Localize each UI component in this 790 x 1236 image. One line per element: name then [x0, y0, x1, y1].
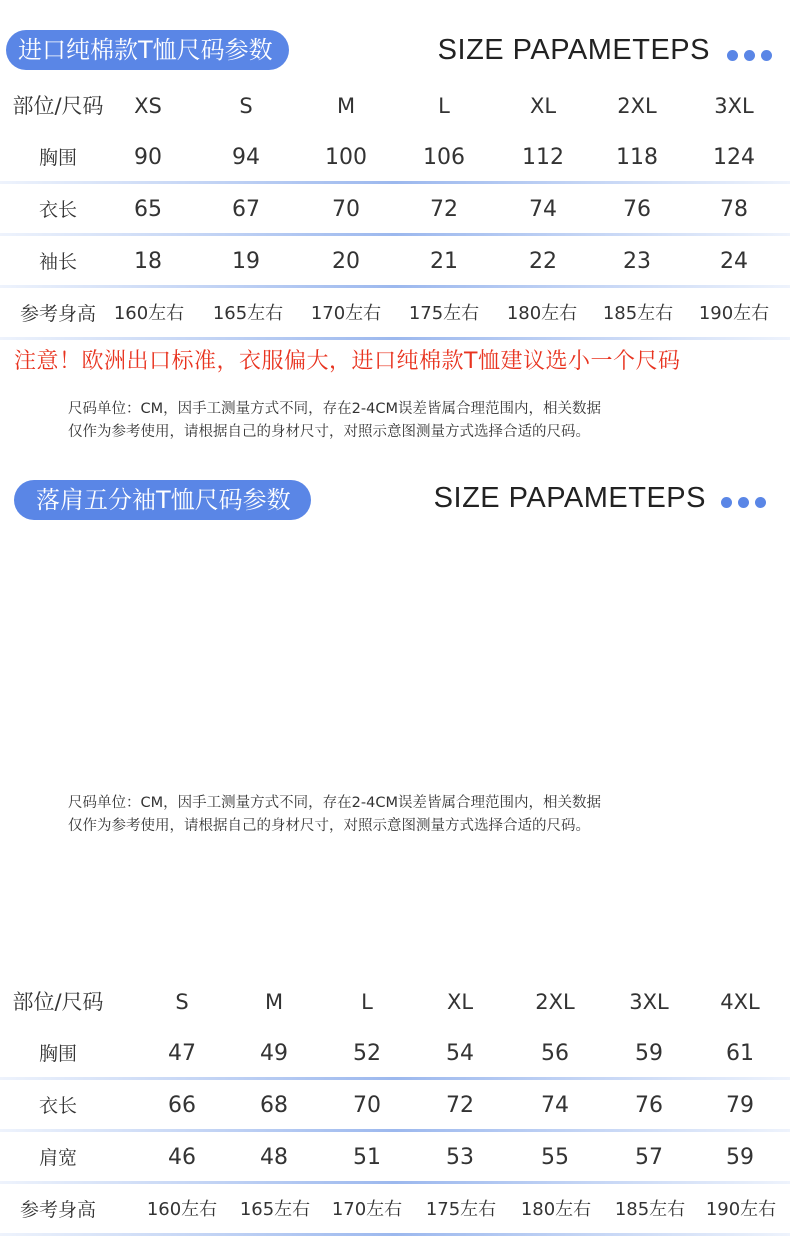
section-title: 进口纯棉款T恤尺码参数	[6, 30, 289, 70]
table-cell: 68	[260, 1093, 288, 1118]
section-title: 落肩五分袖T恤尺码参数	[14, 480, 311, 520]
table-cell: 24	[720, 249, 748, 274]
size-label: XL	[529, 94, 557, 118]
size-label: 4XL	[720, 990, 760, 1014]
size-label: S	[175, 990, 189, 1014]
table-header-row	[0, 976, 790, 1028]
table-cell: 20	[332, 249, 360, 274]
table-cell: 70	[353, 1093, 381, 1118]
table-cell: 49	[260, 1041, 288, 1066]
table-row	[0, 132, 790, 184]
size-label: XL	[446, 990, 474, 1014]
size-label: M	[336, 94, 356, 118]
dot-icon	[721, 497, 732, 508]
table-row	[0, 1028, 790, 1080]
note-line: 仅作为参考使用，请根据自己的身材尺寸，对照示意图测量方式选择合适的尺码。	[68, 424, 590, 440]
table-cell: 55	[541, 1145, 569, 1170]
row-label: 部位/尺码	[12, 990, 104, 1014]
table-cell: 47	[168, 1041, 196, 1066]
table-cell: 160左右	[113, 303, 185, 324]
table-cell: 94	[232, 145, 260, 170]
table-cell: 61	[726, 1041, 754, 1066]
table-cell: 56	[541, 1041, 569, 1066]
table-cell: 19	[232, 249, 260, 274]
table-cell: 72	[430, 197, 458, 222]
table-cell: 65	[134, 197, 162, 222]
table-cell: 190左右	[705, 1199, 777, 1220]
table-cell: 70	[332, 197, 360, 222]
row-label: 部位/尺码	[12, 94, 104, 118]
row-label: 胸围	[38, 1043, 77, 1065]
size-label: L	[438, 94, 450, 118]
size-label: XS	[134, 94, 162, 118]
dot-icon	[761, 50, 772, 61]
size-table	[0, 976, 790, 1236]
row-label: 衣长	[38, 1095, 77, 1117]
table-cell: 118	[616, 145, 658, 170]
reference-height-row	[0, 1184, 790, 1236]
table-cell: 170左右	[331, 1199, 403, 1220]
table-cell: 74	[541, 1093, 569, 1118]
table-cell: 180左右	[506, 303, 578, 324]
table-cell: 72	[446, 1093, 474, 1118]
row-label: 衣长	[38, 199, 77, 221]
table-cell: 165左右	[212, 303, 284, 324]
row-label: 参考身高	[19, 303, 96, 325]
table-cell: 74	[529, 197, 557, 222]
note-line: 尺码单位：CM，因手工测量方式不同，存在2-4CM误差皆属合理范围内，相关数据	[68, 401, 601, 417]
notice-text: 注意！欧洲出口标准，衣服偏大，进口纯棉款T恤建议选小一个尺码	[14, 349, 681, 374]
note-line: 尺码单位：CM，因手工测量方式不同，存在2-4CM误差皆属合理范围内，相关数据	[68, 795, 601, 811]
table-cell: 46	[168, 1145, 196, 1170]
table-cell: 67	[232, 197, 260, 222]
table-cell: 112	[522, 145, 564, 170]
size-label: S	[239, 94, 253, 118]
table-cell: 78	[720, 197, 748, 222]
table-cell: 185左右	[602, 303, 674, 324]
table-row	[0, 236, 790, 288]
dot-icon	[755, 497, 766, 508]
dot-icon	[744, 50, 755, 61]
table-cell: 185左右	[614, 1199, 686, 1220]
size-heading: SIZE PAPAMETEPS	[433, 482, 706, 514]
table-row	[0, 1080, 790, 1132]
reference-height-row	[0, 288, 790, 340]
table-cell: 180左右	[520, 1199, 592, 1220]
size-label: 2XL	[535, 990, 575, 1014]
table-cell: 165左右	[239, 1199, 311, 1220]
row-label: 参考身高	[19, 1199, 96, 1221]
row-label: 胸围	[38, 147, 77, 169]
table-row	[0, 1132, 790, 1184]
note-line: 仅作为参考使用，请根据自己的身材尺寸，对照示意图测量方式选择合适的尺码。	[68, 818, 590, 834]
table-cell: 53	[446, 1145, 474, 1170]
table-cell: 76	[623, 197, 651, 222]
table-cell: 21	[430, 249, 458, 274]
table-cell: 18	[134, 249, 162, 274]
table-cell: 100	[325, 145, 367, 170]
measurement-note	[68, 398, 601, 444]
row-label: 袖长	[38, 251, 77, 273]
dot-icon	[727, 50, 738, 61]
table-cell: 59	[726, 1145, 754, 1170]
size-table	[0, 80, 790, 340]
table-cell: 190左右	[698, 303, 770, 324]
table-header-row	[0, 80, 790, 132]
dots-decoration	[715, 493, 766, 512]
table-cell: 23	[623, 249, 651, 274]
table-cell: 51	[353, 1145, 381, 1170]
size-label: 2XL	[617, 94, 657, 118]
table-cell: 66	[168, 1093, 196, 1118]
size-label: 3XL	[714, 94, 754, 118]
table-row	[0, 184, 790, 236]
table-cell: 76	[635, 1093, 663, 1118]
size-label: M	[264, 990, 284, 1014]
table-cell: 79	[726, 1093, 754, 1118]
table-cell: 170左右	[310, 303, 382, 324]
table-cell: 22	[529, 249, 557, 274]
dot-icon	[738, 497, 749, 508]
size-label: 3XL	[629, 990, 669, 1014]
size-heading: SIZE PAPAMETEPS	[437, 34, 710, 66]
table-cell: 54	[446, 1041, 474, 1066]
table-cell: 175左右	[408, 303, 480, 324]
row-label: 肩宽	[38, 1147, 77, 1169]
table-cell: 57	[635, 1145, 663, 1170]
measurement-note	[68, 792, 601, 838]
table-cell: 175左右	[425, 1199, 497, 1220]
table-cell: 59	[635, 1041, 663, 1066]
table-cell: 52	[353, 1041, 381, 1066]
table-cell: 106	[423, 145, 465, 170]
dots-decoration	[721, 46, 772, 65]
size-label: L	[361, 990, 373, 1014]
table-cell: 160左右	[146, 1199, 218, 1220]
table-cell: 48	[260, 1145, 288, 1170]
row-divider	[0, 337, 790, 340]
table-cell: 90	[134, 145, 162, 170]
table-cell: 124	[713, 145, 755, 170]
